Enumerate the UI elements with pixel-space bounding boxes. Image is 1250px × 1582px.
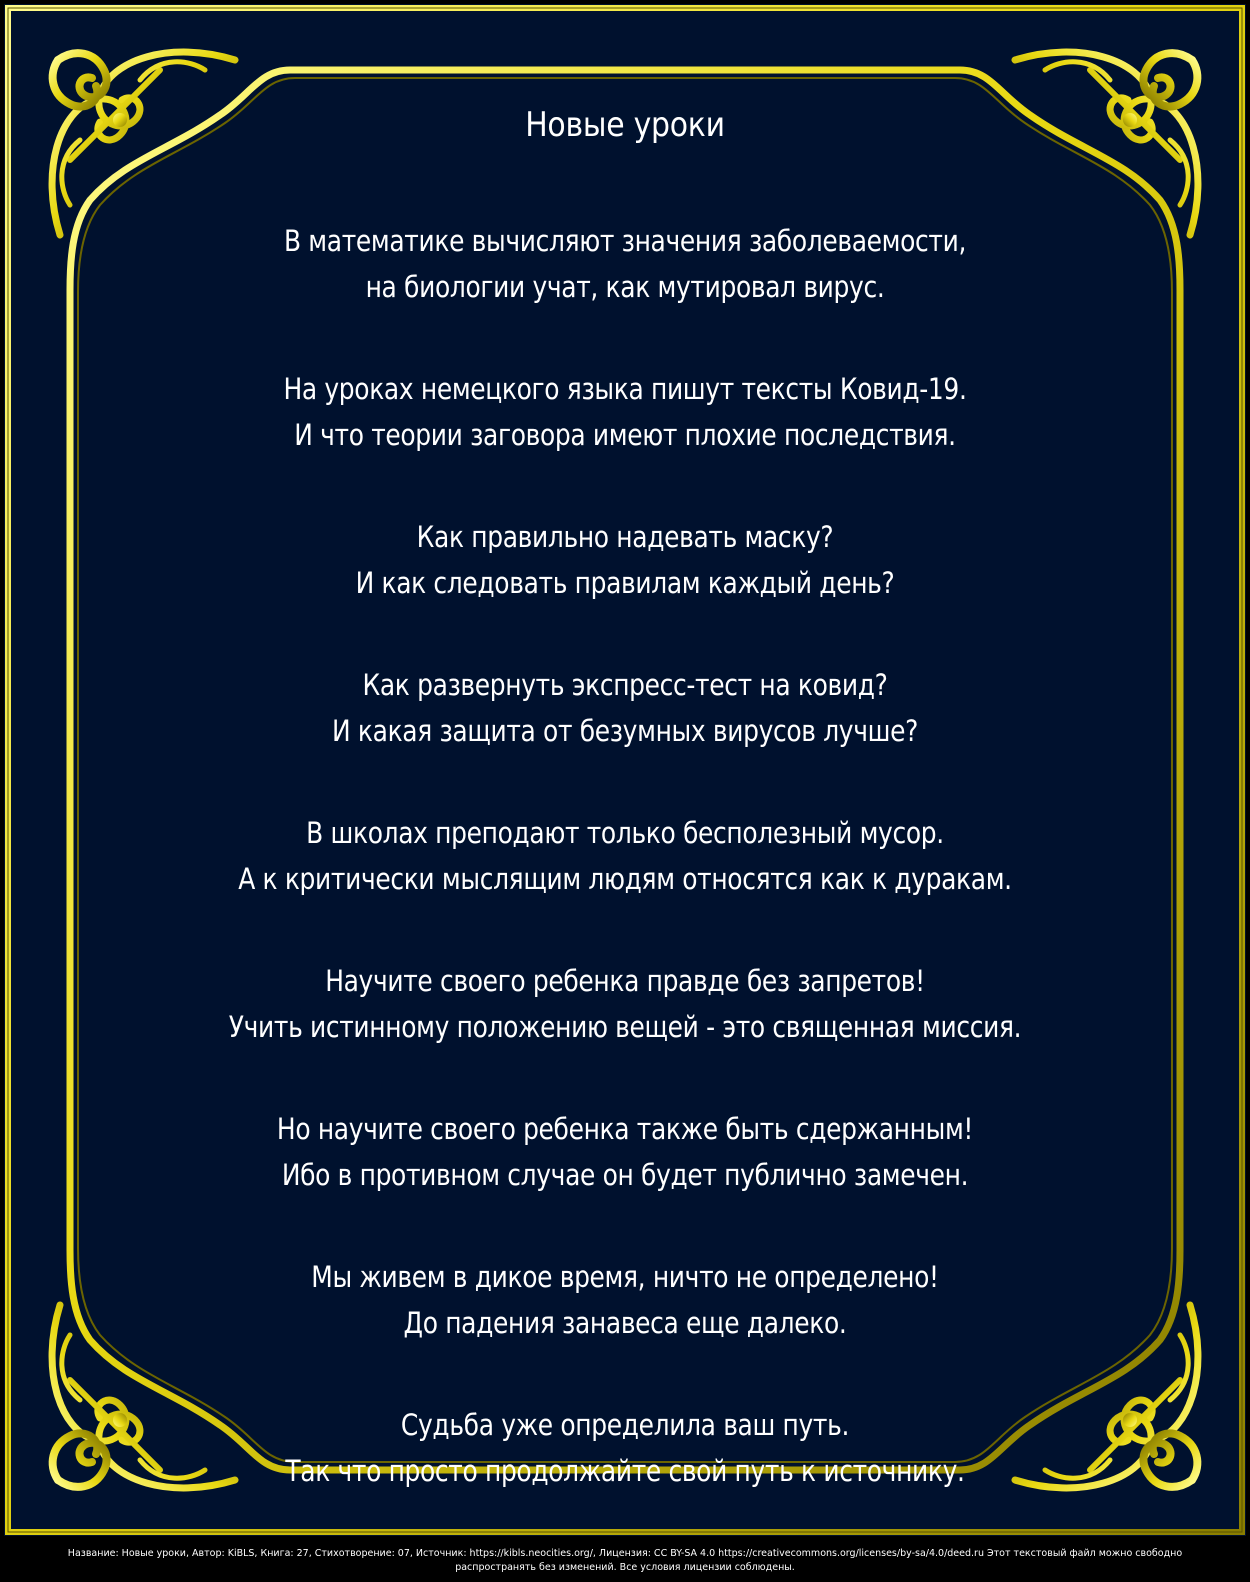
poem-line: До падения занавеса еще далеко. (403, 1306, 847, 1340)
poem-body (140, 100, 1110, 1494)
stanza (140, 1402, 1110, 1494)
poem-line: Так что просто продолжайте свой путь к источнику. (285, 1454, 965, 1488)
poem-line: Ибо в противном случае он будет публично замечен. (281, 1158, 969, 1192)
stanza (140, 810, 1110, 902)
poem-line: В школах преподают только бесполезный мусор. (306, 816, 944, 850)
poem-line: на биологии учат, как мутировал вирус. (365, 270, 885, 304)
stanza (140, 958, 1110, 1050)
stanza (140, 1106, 1110, 1198)
stanza (140, 1254, 1110, 1346)
poem-line: Как правильно надевать маску? (416, 520, 834, 554)
poem-line: Но научите своего ребенка также быть сдержанным! (276, 1112, 974, 1146)
poem-line: В математике вычисляют значения заболеваемости, (283, 224, 967, 258)
poem-line: Как развернуть экспресс-тест на ковид? (362, 668, 888, 702)
poem-line: И как следовать правилам каждый день? (355, 566, 895, 600)
footer-line: распространять без изменений. Все условия лицензии соблюдены. (455, 1562, 795, 1573)
poem-line: И какая защита от безумных вирусов лучше? (332, 714, 918, 748)
stanza (140, 662, 1110, 754)
stanza (140, 514, 1110, 606)
poem-title: Новые уроки (525, 105, 725, 145)
poem-line: И что теории заговора имеют плохие последствия. (294, 418, 956, 452)
poem-line: На уроках немецкого языка пишут тексты Ковид-19. (283, 372, 967, 406)
poem-line: А к критически мыслящим людям относятся как к дуракам. (238, 862, 1012, 896)
poem-line: Мы живем в дикое время, ничто не определено! (311, 1260, 939, 1294)
stanza (140, 218, 1110, 310)
license-footer (20, 1547, 1230, 1575)
poem-line: Научите своего ребенка правде без запретов! (325, 964, 925, 998)
poem-line: Учить истинному положению вещей - это священная миссия. (228, 1010, 1022, 1044)
footer-line: Название: Новые уроки, Автор: KiBLS, Книга: 27, Стихотворение: 07, Источник: https://kibls.neocities.org/, Лицензия: CC BY-SA 4.0 https://creativecommons.org/licenses/by-sa/4.0/deed.ru Этот текстовый файл можно свободно (67, 1548, 1183, 1559)
poem-line: Судьба уже определила ваш путь. (400, 1408, 850, 1442)
stanza (140, 366, 1110, 458)
